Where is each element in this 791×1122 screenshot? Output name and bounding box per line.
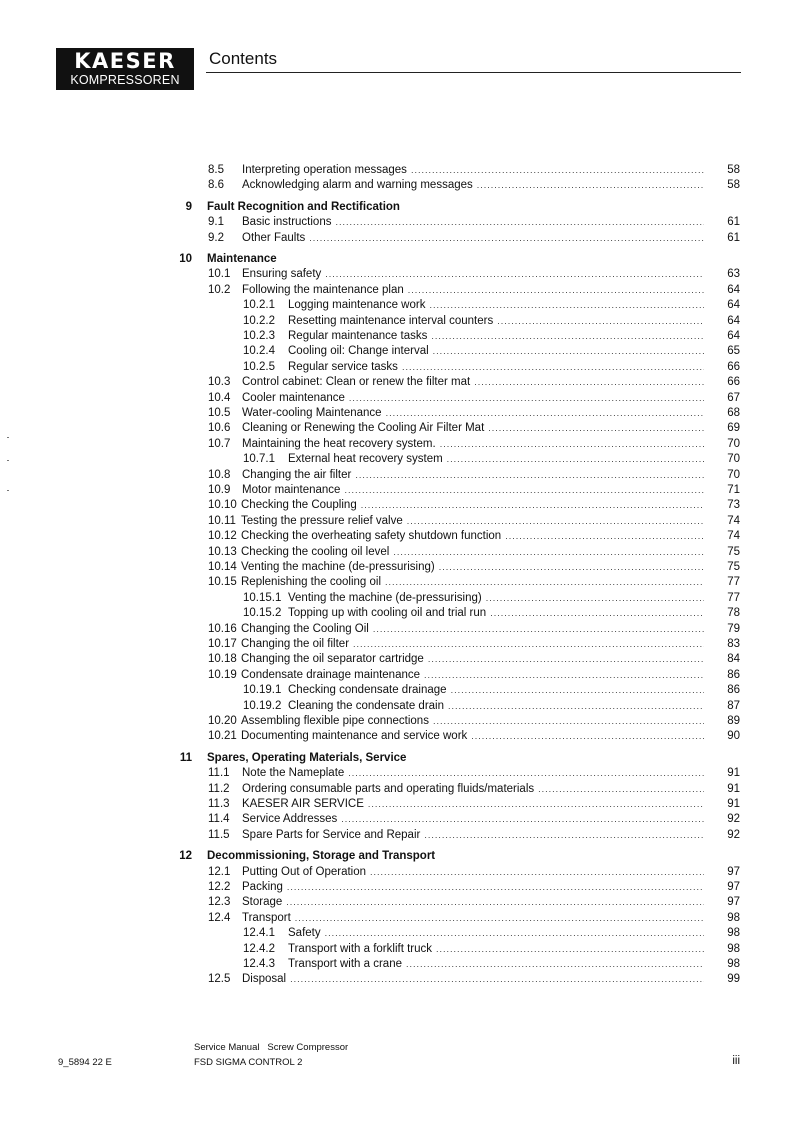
entry-page-number: 58: [727, 164, 740, 176]
entry-page-number: 64: [727, 314, 740, 327]
entry-page-number: 77: [727, 576, 740, 589]
entry-number: 10.13: [208, 545, 237, 558]
entry-number: 12.4.3: [243, 958, 275, 970]
entry-page-number: 98: [727, 942, 740, 955]
entry-page-number: 70: [727, 468, 740, 481]
entry-number: 8.5: [208, 164, 224, 176]
entry-title: Regular service tasks: [288, 360, 398, 373]
entry-title: Cooling oil: Change interval: [288, 345, 429, 358]
entry-title: Venting the machine (de-pressurising): [288, 591, 482, 604]
dot-leader: [370, 865, 704, 879]
entry-number: 10.2.4: [243, 345, 275, 358]
entry-page-number: 78: [727, 607, 740, 620]
dot-leader: [411, 163, 704, 177]
entry-title: Regular maintenance tasks: [288, 330, 428, 342]
entry-page-number: 87: [727, 699, 740, 712]
dot-leader: [386, 406, 704, 420]
dot-leader: [439, 560, 704, 574]
dot-leader: [471, 729, 704, 743]
entry-title: Checking the Coupling: [241, 499, 357, 512]
entry-page-number: 74: [727, 530, 740, 543]
dot-leader: [448, 699, 704, 713]
entry-page-number: 91: [727, 782, 740, 795]
entry-number: 12.4.1: [243, 927, 275, 940]
entry-page-number: 98: [727, 927, 740, 940]
entry-title: Venting the machine (de-pressurising): [241, 561, 435, 573]
entry-title: KAESER AIR SERVICE: [242, 798, 364, 810]
page-number: iii: [732, 1055, 740, 1067]
entry-title: Note the Nameplate: [242, 767, 345, 780]
document-number: 9_5894 22 E: [58, 1057, 112, 1068]
margin-mark: [7, 460, 9, 461]
entry-page-number: 70: [727, 453, 740, 466]
entry-page-number: 91: [727, 798, 740, 810]
entry-number: 10.16: [208, 622, 237, 635]
entry-title: Packing: [242, 881, 283, 893]
entry-number: 10.5: [208, 407, 231, 419]
entry-page-number: 74: [727, 514, 740, 527]
entry-page-number: 97: [727, 896, 740, 909]
dot-leader: [348, 766, 704, 780]
dot-leader: [286, 895, 704, 909]
dot-leader: [325, 267, 704, 281]
entry-page-number: 92: [727, 828, 740, 841]
dot-leader: [447, 452, 704, 466]
entry-title: Cleaning the condensate drain: [288, 699, 445, 712]
manual-title: Service Manual Screw Compressor: [194, 1042, 349, 1053]
entry-title: Transport with a crane: [288, 958, 402, 970]
entry-number: 10.10: [208, 499, 237, 512]
entry-title: External heat recovery system: [288, 453, 443, 466]
entry-title: Acknowledging alarm and warning messages: [242, 179, 473, 192]
dot-leader: [368, 797, 704, 811]
entry-title: Maintaining the heat recovery system.: [242, 437, 436, 450]
entry-title: Control cabinet: Clean or renew the filter mat: [242, 376, 471, 389]
entry-title: Cooler maintenance: [242, 391, 345, 404]
entry-number: 10.11: [208, 514, 236, 527]
entry-number: 10.2: [208, 283, 231, 296]
dot-leader: [361, 498, 704, 512]
entry-page-number: 63: [727, 268, 740, 281]
page-title: Contents: [209, 49, 278, 68]
entry-number: 10.1: [208, 268, 231, 281]
entry-number: 10.9: [208, 484, 231, 496]
entry-page-number: 64: [727, 330, 740, 342]
entry-title: Resetting maintenance interval counters: [288, 314, 494, 327]
entry-title: Motor maintenance: [242, 484, 341, 496]
entry-title: Other Faults: [242, 231, 306, 244]
entry-page-number: 86: [727, 668, 740, 681]
entry-title: Testing the pressure relief valve: [241, 514, 403, 527]
entry-page-number: 66: [727, 376, 740, 389]
dot-leader: [490, 606, 704, 620]
chapter-title: Decommissioning, Storage and Transport: [207, 850, 436, 863]
entry-page-number: 86: [727, 684, 740, 697]
dot-leader: [408, 283, 704, 297]
entry-page-number: 71: [727, 484, 740, 496]
dot-leader: [402, 360, 704, 374]
entry-page-number: 73: [727, 499, 740, 512]
dot-leader: [428, 652, 704, 666]
dot-leader: [341, 812, 704, 826]
dot-leader: [451, 683, 704, 697]
entry-title: Ensuring safety: [242, 268, 322, 281]
dot-leader: [309, 231, 704, 245]
entry-number: 10.2.2: [243, 314, 275, 327]
entry-page-number: 97: [727, 865, 740, 878]
entry-number: 12.4: [208, 911, 231, 924]
entry-title: Checking the cooling oil level: [241, 545, 390, 558]
dot-leader: [505, 529, 704, 543]
margin-mark: [7, 490, 9, 491]
entry-page-number: 99: [727, 973, 740, 986]
entry-title: Changing the Cooling Oil: [241, 622, 369, 635]
entry-page-number: 61: [727, 216, 740, 229]
entry-title: Putting Out of Operation: [242, 865, 367, 878]
entry-title: Water-cooling Maintenance: [242, 407, 382, 419]
kaeser-logo: [56, 48, 194, 90]
entry-page-number: 98: [727, 911, 740, 924]
entry-title: Cleaning or Renewing the Cooling Air Filter Mat: [242, 422, 485, 435]
entry-title: Changing the air filter: [242, 468, 352, 481]
dot-leader: [433, 714, 704, 728]
entry-number: 10.7.1: [243, 453, 275, 466]
entry-number: 12.2: [208, 881, 231, 893]
dot-leader: [431, 329, 704, 343]
entry-number: 9.1: [208, 216, 224, 229]
entry-title: Transport with a forklift truck: [288, 942, 433, 955]
entry-page-number: 75: [727, 561, 740, 573]
logo-subtitle: KOMPRESSOREN: [70, 73, 180, 87]
entry-title: Topping up with cooling oil and trial run: [288, 607, 487, 620]
margin-mark: [7, 437, 9, 438]
dot-leader: [385, 575, 704, 589]
entry-title: Checking the overheating safety shutdown function: [241, 530, 502, 543]
entry-number: 9.2: [208, 231, 224, 244]
entry-number: 10.19.2: [243, 699, 282, 712]
dot-leader: [406, 957, 704, 971]
dot-leader: [424, 828, 704, 842]
entry-title: Safety: [288, 927, 321, 940]
entry-page-number: 68: [727, 407, 740, 419]
chapter-title: Maintenance: [207, 253, 277, 265]
entry-number: 10.19: [208, 668, 237, 681]
chapter-number: 12: [179, 850, 192, 863]
dot-leader: [355, 468, 704, 482]
entry-number: 11.2: [208, 782, 230, 795]
entry-page-number: 75: [727, 545, 740, 558]
dot-leader: [295, 911, 704, 925]
entry-title: Condensate drainage maintenance: [241, 668, 421, 681]
entry-title: Disposal: [242, 973, 287, 986]
entry-title: Interpreting operation messages: [242, 164, 407, 176]
entry-title: Ordering consumable parts and operating fluids/materials: [242, 782, 535, 795]
entry-page-number: 90: [727, 730, 740, 743]
chapter-number: 11: [179, 751, 192, 764]
dot-leader: [488, 421, 704, 435]
entry-page-number: 67: [727, 391, 740, 404]
entry-number: 10.2.1: [243, 299, 275, 312]
dot-leader: [436, 942, 704, 956]
dot-leader: [477, 178, 704, 192]
dot-leader: [433, 344, 704, 358]
entry-page-number: 70: [727, 437, 740, 450]
chapter-number: 9: [185, 200, 192, 213]
entry-number: 10.15: [208, 576, 237, 589]
entry-title: Following the maintenance plan: [242, 283, 404, 296]
dot-leader: [353, 637, 704, 651]
entry-number: 11.3: [208, 798, 230, 810]
entry-number: 10.21: [208, 730, 237, 743]
entry-page-number: 65: [727, 345, 740, 358]
chapter-number: 10: [179, 253, 192, 265]
entry-title: Documenting maintenance and service work: [241, 730, 468, 743]
entry-number: 8.6: [208, 179, 224, 192]
entry-number: 10.3: [208, 376, 231, 389]
entry-page-number: 61: [727, 231, 740, 244]
entry-page-number: 98: [727, 958, 740, 970]
chapter-title: Fault Recognition and Rectification: [207, 200, 400, 213]
entry-page-number: 83: [727, 638, 740, 650]
entry-title: Logging maintenance work: [288, 299, 426, 312]
entry-number: 10.15.2: [243, 607, 282, 620]
dot-leader: [393, 545, 704, 559]
chapter-title: Spares, Operating Materials, Service: [207, 751, 407, 764]
entry-number: 10.8: [208, 468, 231, 481]
entry-number: 10.4: [208, 391, 231, 404]
entry-title: Service Addresses: [242, 813, 338, 826]
entry-title: Transport: [242, 911, 291, 924]
entry-number: 10.2.3: [243, 330, 275, 342]
dot-leader: [325, 926, 704, 940]
entry-page-number: 84: [727, 653, 740, 666]
entry-page-number: 69: [727, 422, 740, 435]
entry-number: 10.19.1: [243, 684, 282, 697]
entry-number: 10.18: [208, 653, 237, 666]
entry-number: 10.17: [208, 638, 237, 650]
entry-title: Changing the oil separator cartridge: [241, 653, 424, 666]
entry-number: 10.7: [208, 437, 231, 450]
dot-leader: [344, 483, 704, 497]
dot-leader: [538, 782, 704, 796]
entry-title: Replenishing the cooling oil: [241, 576, 382, 589]
entry-number: 11.4: [208, 813, 230, 826]
entry-title: Storage: [242, 896, 283, 909]
controller-name: FSD SIGMA CONTROL 2: [194, 1057, 303, 1068]
dot-leader: [407, 514, 704, 528]
entry-page-number: 66: [727, 360, 740, 373]
dot-leader: [474, 375, 704, 389]
entry-page-number: 92: [727, 813, 740, 826]
dot-leader: [349, 391, 704, 405]
entry-page-number: 89: [727, 715, 740, 727]
entry-number: 11.5: [208, 828, 230, 841]
entry-page-number: 64: [727, 299, 740, 312]
entry-number: 10.20: [208, 715, 237, 727]
header-rule: [206, 72, 741, 73]
entry-title: Assembling flexible pipe connections: [241, 715, 429, 727]
entry-number: 12.3: [208, 896, 231, 909]
entry-number: 10.6: [208, 422, 231, 435]
dot-leader: [424, 668, 704, 682]
entry-number: 10.2.5: [243, 360, 275, 373]
dot-leader: [440, 437, 704, 451]
entry-number: 10.15.1: [243, 591, 282, 604]
entry-page-number: 79: [727, 622, 740, 635]
entry-title: Checking condensate drainage: [288, 684, 447, 697]
entry-number: 11.1: [208, 767, 230, 780]
dot-leader: [335, 215, 704, 229]
dot-leader: [373, 622, 704, 636]
dot-leader: [290, 972, 704, 986]
entry-page-number: 91: [727, 767, 740, 780]
entry-title: Spare Parts for Service and Repair: [242, 828, 421, 841]
logo-wordmark: KAESER: [74, 49, 176, 73]
entry-number: 12.1: [208, 865, 231, 878]
entry-number: 12.5: [208, 973, 231, 986]
entry-page-number: 58: [727, 179, 740, 192]
entry-number: 12.4.2: [243, 942, 275, 955]
entry-page-number: 77: [727, 591, 740, 604]
dot-leader: [429, 298, 704, 312]
dot-leader: [287, 880, 704, 894]
entry-title: Changing the oil filter: [241, 638, 350, 650]
dot-leader: [497, 314, 704, 328]
entry-number: 10.14: [208, 561, 237, 573]
entry-number: 10.12: [208, 530, 237, 543]
entry-title: Basic instructions: [242, 216, 332, 229]
entry-page-number: 64: [727, 283, 740, 296]
dot-leader: [486, 591, 704, 605]
entry-page-number: 97: [727, 881, 740, 893]
